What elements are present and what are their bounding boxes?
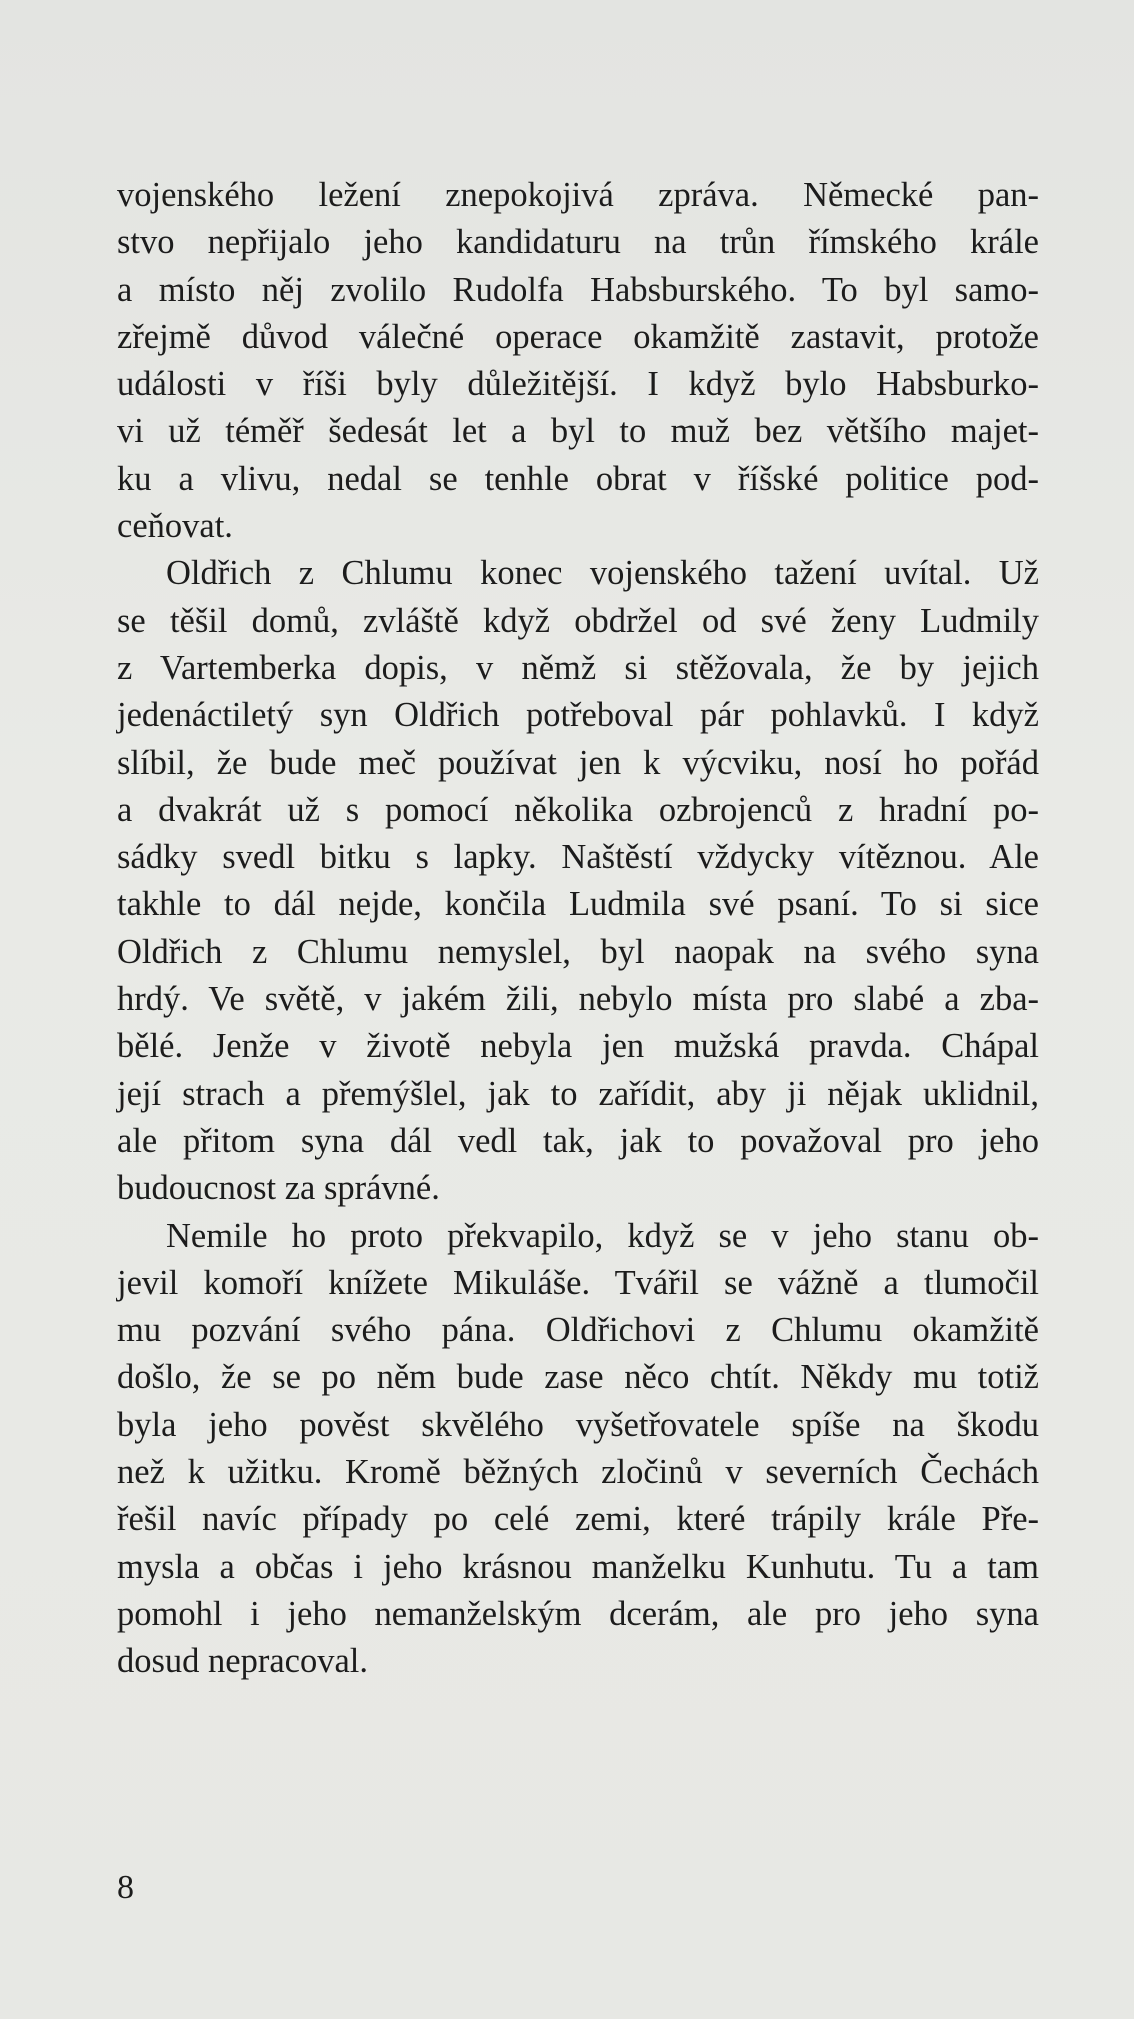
text-line: jedenáctiletý syn Oldřich potřeboval pár pohlavků. I když — [117, 696, 1039, 735]
text-line: stvo nepřijalo jeho kandidaturu na trůn římského krále — [117, 223, 1039, 262]
text-line: došlo, že se po něm bude zase něco chtít. Někdy mu totiž — [117, 1358, 1039, 1397]
page-number: 8 — [117, 1869, 134, 1906]
text-line: události v říši byly důležitější. I když bylo Habsburko- — [117, 365, 1039, 404]
text-line: jevil komoří knížete Mikuláše. Tvářil se vážně a tlumočil — [117, 1263, 1039, 1302]
text-line: mysla a občas i jeho krásnou manželku Kunhutu. Tu a tam — [117, 1547, 1039, 1586]
text-line: než k užitku. Kromě běžných zločinů v severních Čechách — [117, 1453, 1039, 1492]
text-line: budoucnost za správné. — [117, 1169, 440, 1208]
paragraph-1 — [117, 172, 1039, 550]
text-line: bělé. Jenže v životě nebyla jen mužská pravda. Chápal — [117, 1027, 1039, 1066]
body-text — [117, 172, 1039, 1686]
text-line: ale přitom syna dál vedl tak, jak to považoval pro jeho — [117, 1121, 1039, 1160]
text-line: byla jeho pověst skvělého vyšetřovatele spíše na škodu — [117, 1405, 1039, 1444]
text-line: mu pozvání svého pána. Oldřichovi z Chlumu okamžitě — [117, 1311, 1039, 1350]
text-line: slíbil, že bude meč používat jen k výcviku, nosí ho pořád — [117, 743, 1039, 782]
text-line: ceňovat. — [117, 507, 233, 546]
text-line: pomohl i jeho nemanželským dcerám, ale pro jeho syna — [117, 1594, 1039, 1633]
text-line: zřejmě důvod válečné operace okamžitě zastavit, protože — [117, 317, 1039, 356]
text-line: ku a vlivu, nedal se tenhle obrat v říšské politice pod- — [117, 459, 1039, 498]
text-line: takhle to dál nejde, končila Ludmila své psaní. To si sice — [117, 885, 1039, 924]
text-line: řešil navíc případy po celé zemi, které trápily krále Pře- — [117, 1500, 1039, 1539]
paragraph-3 — [117, 1213, 1039, 1686]
text-line: hrdý. Ve světě, v jakém žili, nebylo místa pro slabé a zba- — [117, 980, 1039, 1019]
text-line: její strach a přemýšlel, jak to zařídit, aby ji nějak uklidnil, — [117, 1074, 1039, 1113]
text-line: Nemile ho proto překvapilo, když se v jeho stanu ob- — [166, 1216, 1039, 1255]
text-line: a dvakrát už s pomocí několika ozbrojenců z hradní po- — [117, 790, 1039, 829]
text-line: vi už téměř šedesát let a byl to muž bez většího majet- — [117, 412, 1039, 451]
text-line: Oldřich z Chlumu konec vojenského tažení uvítal. Už — [166, 554, 1039, 593]
text-line: se těšil domů, zvláště když obdržel od své ženy Ludmily — [117, 601, 1039, 640]
text-line: vojenského ležení znepokojivá zpráva. Německé pan- — [117, 176, 1039, 214]
text-line: z Vartemberka dopis, v němž si stěžovala, že by jejich — [117, 648, 1039, 687]
text-line: sádky svedl bitku s lapky. Naštěstí vždycky vítěznou. Ale — [117, 838, 1039, 877]
text-line: Oldřich z Chlumu nemyslel, byl naopak na svého syna — [117, 932, 1039, 971]
text-line: dosud nepracoval. — [117, 1642, 369, 1681]
paragraph-2 — [117, 550, 1039, 1212]
text-line: a místo něj zvolilo Rudolfa Habsburského. To byl samo- — [117, 270, 1039, 309]
